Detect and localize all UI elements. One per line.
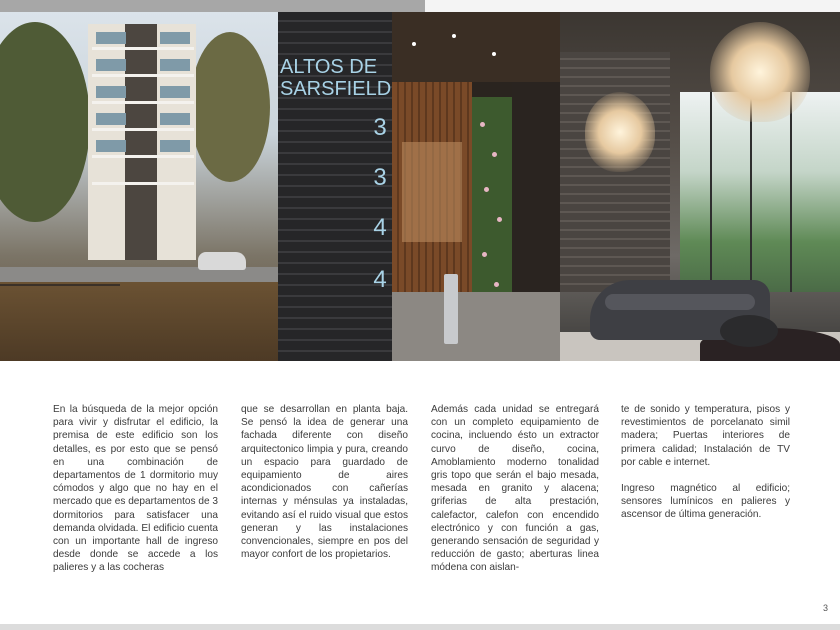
flower	[480, 122, 485, 127]
page-number: 3	[823, 603, 829, 613]
balcony	[92, 101, 194, 104]
window	[96, 113, 126, 125]
ceiling	[392, 12, 560, 82]
flower	[494, 282, 499, 287]
flower	[482, 252, 487, 257]
stone-feature-wall	[560, 52, 670, 292]
window	[160, 59, 190, 71]
fence	[0, 284, 120, 326]
vertical-garden	[472, 97, 512, 312]
building-name-sign: ALTOS DE SARSFIELD	[280, 56, 392, 100]
text-column-4	[621, 403, 790, 522]
window	[160, 113, 190, 125]
window-mullion	[710, 92, 712, 292]
balcony	[92, 74, 194, 77]
window	[96, 59, 126, 71]
next-page-edge	[0, 624, 840, 630]
address-digit: 3	[373, 164, 387, 191]
window-mullion	[790, 92, 792, 292]
intercom-kiosk	[444, 274, 458, 344]
flower	[492, 152, 497, 157]
lobby-photo	[560, 12, 840, 361]
chandelier-small	[585, 92, 655, 172]
tree-right	[190, 32, 270, 182]
window-mullion	[750, 92, 752, 292]
window	[160, 86, 190, 98]
entrance-hall-photo	[392, 12, 560, 361]
address-digit: 4	[373, 214, 387, 241]
sofa-cushion	[605, 294, 755, 310]
coffee-table	[720, 315, 778, 347]
text-paragraph: te de sonido y temperatura, pisos y revestimientos de porcelanato simil madera; Puertas interiores de primera calidad; Instalación de TV por cable e internet.	[621, 404, 790, 468]
parked-car	[198, 252, 246, 270]
text-column-2: que se desarrollan en planta baja. Se pensó la idea de generar una fachada diferente con diseño arquitectonico limpia y pura, creando un espacio para guardado de equipamiento de aires acondicionados con cañerías internas y ménsulas ya instaladas, evitando así el ruido visual que estos generan y las instalaciones convencionales, siempre en pos del mayor confort de los propietarios.	[241, 404, 408, 561]
building-exterior-photo	[0, 12, 278, 361]
text-column-1: En la búsqueda de la mejor opción para vivir y disfrutar el edificio, la premisa de este edificio son los detalles, es por esto que se pensó en una combinación de departamentos de 1 dormitorio muy cómodos y algo que no hay en el mercado que es departamentos de 3 dormitorios para satisfacer una demanda olvidada. El edificio cuenta con un importante hall de ingreso desde donde se accede a los palieres y a las cocheras	[53, 404, 218, 574]
page-top-margin	[425, 0, 840, 12]
ceiling-light	[452, 34, 456, 38]
flower	[484, 187, 489, 192]
stone-column	[125, 24, 157, 260]
lobby-window	[680, 92, 840, 292]
window	[96, 140, 126, 152]
address-digit: 3	[373, 114, 387, 141]
ceiling-light	[492, 52, 496, 56]
glass-door	[402, 142, 462, 242]
hall-floor	[392, 292, 560, 361]
window	[160, 140, 190, 152]
window	[96, 32, 126, 44]
chandelier-large	[710, 22, 810, 122]
ceiling-light	[412, 42, 416, 46]
balcony	[92, 128, 194, 131]
balcony	[92, 155, 194, 158]
balcony	[92, 182, 194, 185]
address-digit: 4	[373, 266, 387, 293]
tree-left	[0, 22, 90, 222]
text-paragraph: Ingreso magnético al edificio; sensores lumínicos en palieres y ascensor de última generación.	[621, 483, 790, 521]
balcony	[92, 47, 194, 50]
window	[160, 32, 190, 44]
building-sign-photo	[278, 12, 392, 361]
text-column-3: Además cada unidad se entregará con un completo equipamiento de cocina, incluendo ésto un extractor curvo de diseño, cocina, Amoblamiento moderno tonalidad gris topo que serán el bajo mesada, mesada en granito y alacena; griferias de alta prestación, calefactor, calefon con encendido electrónico y con función a gas, generando sensación de seguridad y reducción de gasto; aberturas linea módena con aislan-	[431, 404, 599, 574]
flower	[497, 217, 502, 222]
window	[96, 86, 126, 98]
previous-page-edge	[0, 0, 425, 12]
